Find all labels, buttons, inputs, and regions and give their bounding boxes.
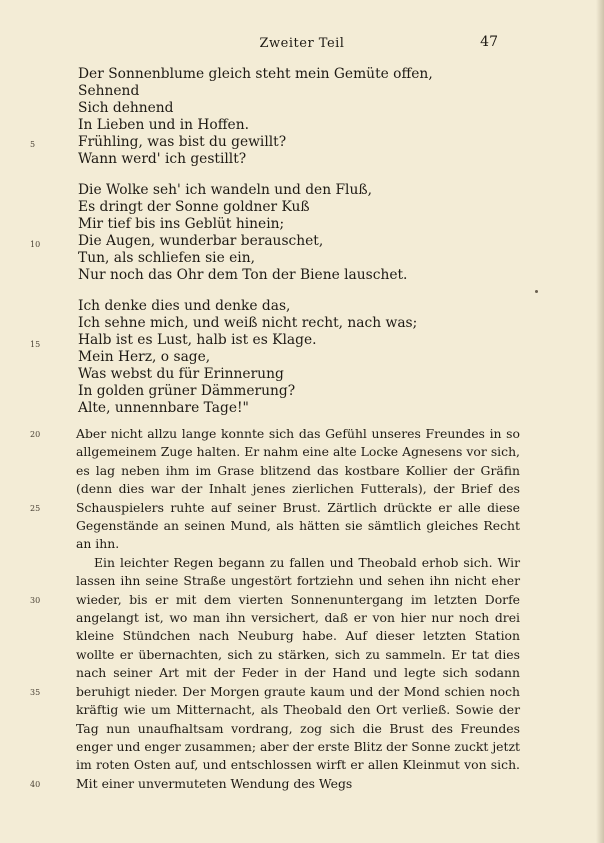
stanza-3 <box>78 298 518 417</box>
line-number: 30 <box>30 596 41 605</box>
poem-line: Die Augen, wunderbar berauschet, <box>78 233 324 249</box>
poem-line: Alte, unnennbare Tage!" <box>78 400 249 416</box>
poem-line: In Lieben und in Hoffen. <box>78 117 249 133</box>
poem-line: Wann werd' ich gestillt? <box>78 151 247 167</box>
poem-line: In golden grüner Dämmerung? <box>78 383 296 399</box>
poem-line: Halb ist es Lust, halb ist es Klage. <box>78 332 317 348</box>
line-number: 5 <box>30 140 36 149</box>
poem <box>78 66 518 431</box>
poem-line: Tun, als schliefen sie ein, <box>78 250 255 266</box>
line-number: 35 <box>30 688 41 697</box>
line-number: 15 <box>30 340 41 349</box>
line-number: 20 <box>30 430 41 439</box>
paper-speck <box>535 290 538 293</box>
paragraph: Aber nicht allzu lange konnte sich das Gefühl unseres Freundes in so allgemeinem Zuge halten. Er nahm eine alte Locke Agnesens vor sich, es lag neben ihm im Grase blitzend das kostbare Kollier der Gräfin (denn dies war der Inhalt jenes zierlichen Futterals), der Brief des Schauspielers ruhte auf seiner Brust. Zärtlich drückte er alle diese Gegenstände an seinen Mund, als hätten sie sämtlich gleiches Recht an ihn. <box>76 426 520 552</box>
running-header: Zweiter Teil <box>259 36 345 51</box>
stanza-1 <box>78 66 518 168</box>
poem-line: Ich sehne mich, und weiß nicht recht, nach was; <box>78 315 418 331</box>
poem-line: Nur noch das Ohr dem Ton der Biene lauschet. <box>78 267 408 283</box>
poem-line: Der Sonnenblume gleich steht mein Gemüte offen, <box>78 66 433 82</box>
line-number: 40 <box>30 780 41 789</box>
poem-line: Frühling, was bist du gewillt? <box>78 134 287 150</box>
stanza-2 <box>78 182 518 284</box>
line-number: 25 <box>30 504 41 513</box>
poem-line: Mir tief bis ins Geblüt hinein; <box>78 216 285 232</box>
line-number: 10 <box>30 240 41 249</box>
poem-line: Sich dehnend <box>78 100 174 116</box>
poem-line: Sehnend <box>78 83 140 99</box>
poem-line: Mein Herz, o sage, <box>78 349 211 365</box>
page-number: 47 <box>480 34 498 50</box>
poem-line: Was webst du für Erinnerung <box>78 366 284 382</box>
poem-line: Ich denke dies und denke das, <box>78 298 291 314</box>
paragraph: Ein leichter Regen begann zu fallen und Theobald erhob sich. Wir lassen ihn seine Straße ungestört fortziehn und sehen ihn nicht eher wieder, bis er mit dem vierten Sonnenuntergang im letzten Dorfe angelangt ist, wo man ihn versichert, daß er von hier nur noch drei kleine Stündchen nach Neuburg habe. Auf dieser letzten Station wollte er übernachten, sich zu stärken, sich zu sammeln. Er tat dies nach seiner Art mit der Feder in der Hand und legte sich sodann beruhigt nieder. Der Morgen graute kaum und der Mond schien noch kräftig wie um Mitternacht, als Theobald den Ort verließ. Sowie der Tag nun unaufhaltsam vordrang, zog sich die Brust des Freundes enger und enger zusammen; aber der erste Blitz der Sonne zuckt jetzt im roten Osten auf, und entschlossen wirft er allen Kleinmut von sich. Mit einer unvermuteten Wendung des Wegs <box>76 554 520 791</box>
page-edge-shadow <box>596 0 604 843</box>
poem-line: Es dringt der Sonne goldner Kuß <box>78 199 310 215</box>
prose-text <box>76 425 520 793</box>
poem-line: Die Wolke seh' ich wandeln und den Fluß, <box>78 182 372 198</box>
